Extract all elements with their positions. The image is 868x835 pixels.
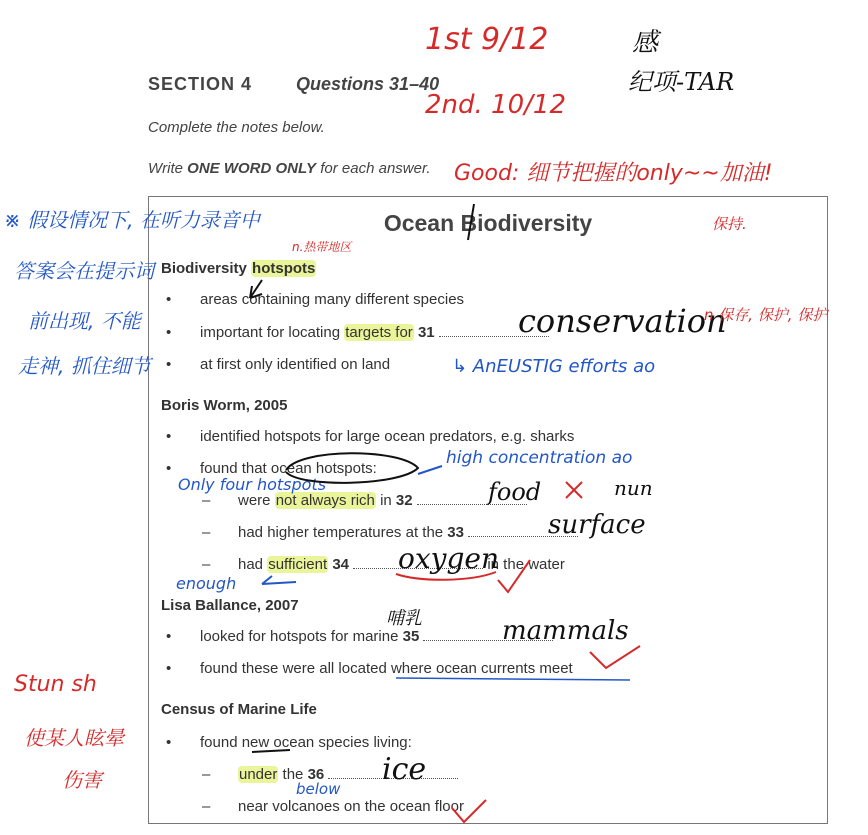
dash-under-the: – under the 36 [238, 766, 458, 783]
highlight-hotspots: hotspots [252, 260, 316, 277]
arrow-hotspots-icon [250, 280, 262, 298]
subhead-boris-worm: Boris Worm, 2005 [161, 397, 288, 414]
question-35: 35 [402, 628, 420, 645]
subhead-biodiversity: Biodiversity hotspots [161, 260, 316, 277]
underline-ocean-currents-icon [396, 678, 630, 680]
hw-answer-31: conservation [518, 302, 727, 340]
hw-below: below [296, 780, 341, 798]
hw-enough: enough [176, 574, 237, 593]
bullet-important: • important for locating targets for 31 [200, 324, 549, 341]
dash-temperatures: – had higher temperatures at the 33 [238, 524, 578, 541]
hw-left-note-1: ※ 假设情况下, 在听力录音中 [4, 208, 260, 232]
question-34: 34 [332, 556, 349, 573]
question-32: 32 [395, 492, 413, 509]
bullet-areas: • areas containing many different species [200, 291, 464, 308]
hw-answer-32-right: nun [614, 476, 653, 500]
bullet-marine: • looked for hotspots for marine 35 [200, 628, 553, 645]
bullet-land: • at first only identified on land [200, 356, 390, 373]
hw-left-note-3: 前出现, 不能 [28, 309, 141, 333]
subhead-lisa-ballance: Lisa Ballance, 2007 [161, 597, 299, 614]
tick-34-icon [498, 560, 530, 592]
hw-top-right-1: 感 [632, 28, 659, 58]
hw-harm-note: 伤害 [62, 768, 102, 792]
arrow-enough-icon [262, 576, 296, 584]
hw-top-right-2: 纪项-TAR [628, 68, 735, 96]
section-label: SECTION 4 [148, 74, 253, 94]
bullet-found-that: • found that ocean hotspots: [200, 460, 377, 477]
underline-oxygen-icon [396, 572, 496, 580]
dash-sufficient: – had sufficient 34 in the water [238, 556, 565, 573]
questions-label: Questions 31–40 [296, 74, 440, 94]
hw-stun-note: Stun sh [14, 672, 97, 697]
underline-new-icon [252, 750, 290, 752]
hw-answer-31-note: n 保存, 保护, 保护 [704, 306, 828, 324]
hw-answer-34: oxygen [398, 542, 499, 575]
hw-answer-35: mammals [502, 616, 629, 646]
hw-first-score: 1st 9/12 [425, 22, 549, 57]
hw-answer-36: ice [382, 752, 427, 787]
hw-efforts-note: ↳ AnEUSTIG efforts ao [452, 356, 656, 377]
bullet-identified: • identified hotspots for large ocean predators, e.g. sharks [200, 428, 574, 445]
tick-37-icon [452, 800, 486, 822]
hw-left-note-2: 答案会在提示词 [14, 259, 154, 283]
subhead-census: Census of Marine Life [161, 701, 317, 718]
dash-volcanoes: – near volcanoes on the ocean floor [238, 798, 464, 815]
slash-title-icon [468, 204, 474, 240]
hw-keep: 保持. [712, 215, 747, 233]
arrow-high-concentration-icon [418, 466, 442, 474]
question-31: 31 [417, 324, 435, 341]
circle-ocean-hotspots-icon [286, 453, 418, 483]
hw-only-four: Only four hotspots [178, 475, 327, 494]
cross-mark-32-icon [566, 482, 582, 498]
dash-not-always-rich: – were not always rich in 32 [238, 492, 527, 509]
hw-answer-35-note: 哺乳 [386, 608, 422, 629]
hw-answer-33: surface [548, 510, 646, 540]
hw-left-note-4: 走神, 抓住细节 [18, 354, 151, 378]
tick-35-icon [590, 646, 640, 668]
hw-second-score: 2nd. 10/12 [425, 90, 566, 120]
hw-answer-32: food [488, 478, 542, 506]
question-33: 33 [447, 524, 464, 541]
bullet-currents: • found these were all located where ocean currents meet [200, 660, 573, 677]
hw-good-comment: Good: 细节把握的only~~加油! [454, 161, 773, 186]
hw-high-concentration: high concentration ao [446, 448, 633, 468]
instruction-1: Complete the notes below. [148, 119, 325, 136]
bullet-new-species: • found new ocean species living: [200, 734, 412, 751]
hw-stun-meaning: 使某人眩晕 [24, 726, 124, 750]
question-36: 36 [307, 766, 325, 783]
instruction-2: Write ONE WORD ONLY for each answer. [148, 160, 431, 177]
hw-hotspots-note: n.热带地区 [292, 240, 352, 254]
notes-title: Ocean Biodiversity [383, 210, 593, 236]
